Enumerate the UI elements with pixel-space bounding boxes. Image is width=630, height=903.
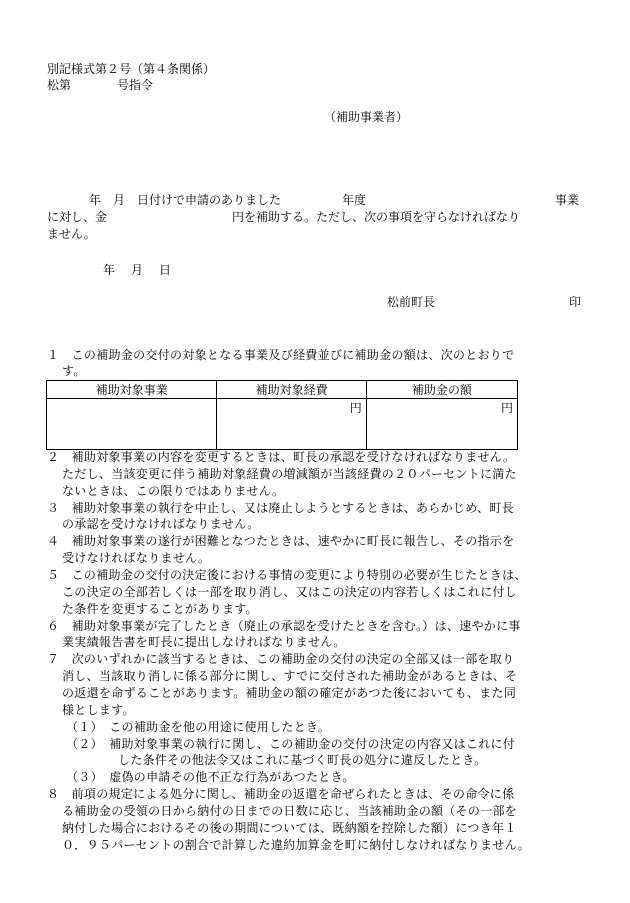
date-day: 日	[159, 263, 172, 277]
cell-amount: 円	[366, 399, 517, 450]
item-3-line-2: の承認を受けなければなりません。	[62, 517, 260, 531]
order-number-prefix: 松第	[47, 78, 72, 92]
body-fiscal-year: 年度	[342, 193, 367, 207]
mayor-title: 松前町長	[387, 295, 436, 309]
body-project-label: 事業	[555, 193, 580, 207]
item-5-line-2: この決定の全部若しくは一部を取り消し、又はこの決定の内容若しくはこれに付し	[62, 585, 518, 599]
item-6-line-2: 業実績報告書を町長に提出しなければなりません。	[62, 635, 346, 649]
table-row	[47, 399, 518, 450]
item-2-line-2: ただし、当該変更に伴う補助対象経費の増減額が当該経費の２０パーセントに満た	[62, 467, 517, 481]
subsidy-table	[46, 380, 518, 450]
item-1-line-1: １ この補助金の交付の対象となる事業及び経費並びに補助金の額は、次のとおりで	[47, 348, 515, 362]
header-project: 補助対象事業	[47, 381, 217, 399]
item-2-line-1: ２ 補助対象事業の内容を変更するときは、町長の承認を受けなければなりません。	[47, 450, 516, 464]
item-4-line-2: 受けなければなりません。	[62, 551, 211, 565]
item-4-line-1: ４ 補助対象事業の遂行が困難となつたときは、速やかに町長に報告し、その指示を	[47, 534, 515, 548]
item-8-line-3: 納付した場合におけるその後の期間については、既納額を控除した額）につき年１	[62, 821, 517, 835]
header-amount: 補助金の額	[366, 381, 517, 399]
header-expenses: 補助対象経費	[217, 381, 366, 399]
item-7-line-4: 様とします。	[62, 703, 135, 717]
order-number-suffix: 号指令	[117, 78, 154, 92]
body-amount-prefix: に対し、金	[47, 210, 108, 224]
date-month: 月	[131, 263, 144, 277]
seal-mark: 印	[569, 295, 582, 309]
item-8-line-2: る補助金の受領の日から納付の日までの日数に応じ、当該補助金の額（その一部を	[62, 804, 518, 818]
item-7-sub-1: （１） この補助金を他の用途に使用したとき。	[66, 720, 331, 734]
item-8-line-4: ０．９５パーセントの割合で計算した違約加算金を町に納付しなければなりません。	[62, 838, 530, 852]
cell-project	[47, 399, 217, 450]
body-ending: ません。	[47, 227, 96, 241]
item-8-line-1: ８ 前項の規定による処分に関し、補助金の返還を命ぜられたときは、その命令に係	[47, 787, 515, 801]
item-7-sub-2-line-2: した条件その他法令又はこれに基づく町長の処分に違反したとき。	[118, 753, 487, 767]
recipient-label: （補助事業者）	[324, 110, 409, 124]
date-year: 年	[103, 263, 116, 277]
item-3-line-1: ３ 補助対象事業の執行を中止し、又は廃止しようとするときは、あらかじめ、町長	[47, 501, 514, 515]
item-7-sub-3: （３） 虚偽の申請その他不正な行為があつたとき。	[66, 770, 355, 784]
item-5-line-3: た条件を変更することがあります。	[62, 602, 258, 616]
item-7-line-2: 消し、当該取り消しに係る部分に関し、すでに交付された補助金があるときは、そ	[62, 669, 518, 683]
item-2-line-3: ないときは、この限りではありません。	[62, 484, 285, 498]
item-7-line-3: の返還を命ずることがあります。補助金の額の確定があつた後においても、また同	[62, 686, 517, 700]
cell-expenses: 円	[217, 399, 366, 450]
item-7-sub-2-line-1: （２） 補助対象事業の執行に関し、この補助金の交付の決定の内容又はこれに付	[66, 737, 516, 751]
body-amount-rest: 円を補助する。ただし、次の事項を守らなければなり	[232, 210, 521, 224]
item-6-line-1: ６ 補助対象事業が完了したとき（廃止の承認を受けたときを含む。）は、速やかに事	[47, 619, 521, 633]
table-header-row	[47, 381, 518, 399]
form-title: 別記様式第２号（第４条関係）	[47, 62, 216, 76]
body-date-text: 年 月 日付けで申請のありました	[89, 193, 282, 207]
item-1-line-2: す。	[62, 364, 86, 378]
item-7-line-1: ７ 次のいずれかに該当するときは、この補助金の交付の決定の全部又は一部を取り	[47, 652, 515, 666]
item-5-line-1: ５ この補助金の交付の決定後における事情の変更により特別の必要が生じたときは、	[47, 568, 527, 582]
